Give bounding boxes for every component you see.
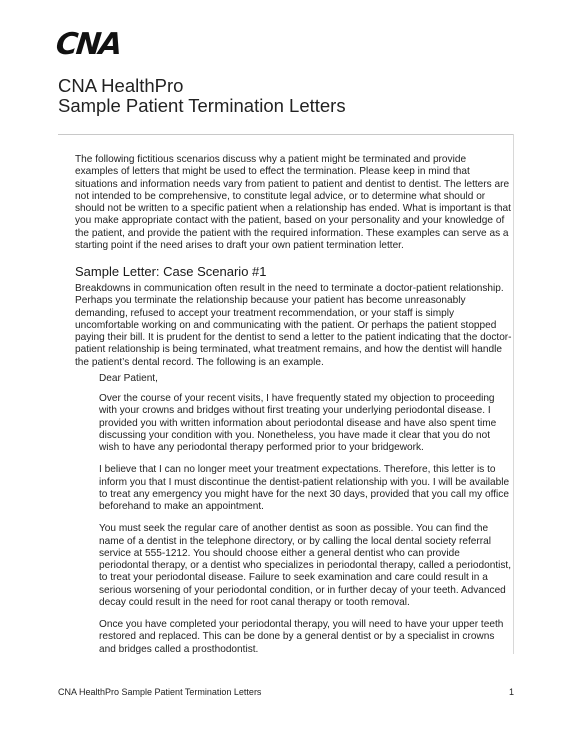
- letter-paragraph: Once you have completed your periodontal therapy, you will need to have your upper teeth restored and replaced. This can be done by a general dentist or by a specialist in crowns and bridges called a prosthodontist.: [99, 619, 504, 655]
- top-rule: [58, 134, 514, 135]
- letter-paragraph: I believe that I can no longer meet your treatment expectations. Therefore, this letter is to inform you that I must discontinue the dentist-patient relationship with you. I will be available to treat any emergency you might have for the next 30 days, provided that you call my office beforehand to make an appointment.: [99, 464, 510, 512]
- title-line-1: CNA HealthPro: [58, 75, 184, 96]
- document-title: [58, 76, 346, 116]
- footer-title: CNA HealthPro Sample Patient Termination Letters: [58, 687, 262, 697]
- document-body: [75, 154, 512, 666]
- section-body: Breakdowns in communication often result in the need to terminate a doctor-patient relationship. Perhaps you terminate the relationship because your patient has become unreasonably demanding, refused to accept your treatment recommendation, or your staff is simply uncomfortable working on and communicating with the patient. Or perhaps the patient stopped paying their bill. It is prudent for the dentist to send a letter to the patient indicating that the doctor-patient relationship is being terminated, what treatment remains, and how the dentist will handle the patient’s dental record. The following is an example.: [75, 283, 512, 368]
- intro-paragraph: The following fictitious scenarios discuss why a patient might be terminated and provide examples of letters that might be used to effect the termination. Please keep in mind that situations and information needs vary from patient to patient and dentist to dentist. The letters are not intended to be comprehensive, to constitute legal advice, or to determine what should or should not be written to a specific patient when a relationship has ended. What is important is that you make appropriate contact with the patient, based on your personality and your knowledge of the patient, and provide the patient with the required information. These examples can serve as a starting point if the need arises to draft your own patient termination letter.: [75, 154, 511, 251]
- section-heading: Sample Letter: Case Scenario #1: [75, 264, 267, 279]
- page-number: 1: [508, 687, 514, 697]
- side-rule: [513, 134, 514, 654]
- letter-paragraph: Over the course of your recent visits, I have frequently stated my objection to proceeding with your crowns and bridges without first treating your underlying periodontal disease. I provided you with written information about periodontal disease and have also spent time discussing your condition with you. Nonetheless, you have made it clear that you do not wish to have any periodontal therapy performed prior to your bridgework.: [99, 393, 497, 453]
- letter-salutation: Dear Patient,: [99, 372, 158, 384]
- letter-paragraph: You must seek the regular care of another dentist as soon as possible. You can find the name of a dentist in the telephone directory, or by calling the local dental society referral service at 555-1212. You should choose either a general dentist who can provide periodontal therapy, or a dentist who specializes in periodontal therapy, called a periodontist, to treat your periodontal disease. Failure to seek examination and care could result in a serious worsening of your periodontal condition, or in further decay of your teeth. Advanced decay could result in the need for root canal therapy or tooth removal.: [99, 523, 512, 608]
- sample-letter: [75, 373, 512, 656]
- title-line-2: Sample Patient Termination Letters: [58, 95, 346, 116]
- page-footer: [58, 687, 514, 697]
- cna-logo: CNA: [54, 27, 123, 62]
